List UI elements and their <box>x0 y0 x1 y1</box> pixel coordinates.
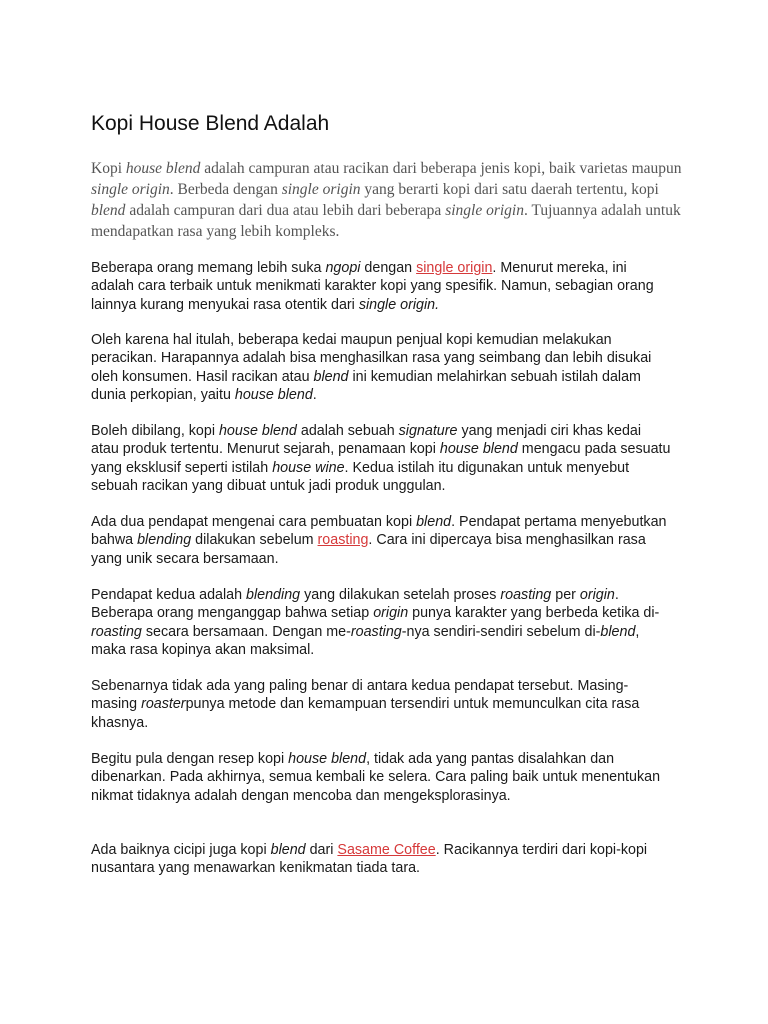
text: Ada baiknya cicipi juga kopi <box>91 842 271 858</box>
emphasis: house blend <box>234 386 313 403</box>
emphasis: blending <box>246 587 301 603</box>
roasting-link[interactable]: roasting <box>317 532 369 549</box>
intro-paragraph <box>91 158 691 242</box>
emphasis: house wine <box>272 459 345 476</box>
text: . <box>312 386 317 403</box>
paragraph-4 <box>91 513 671 568</box>
paragraph-3 <box>91 422 671 495</box>
text: Pendapat kedua adalah <box>91 587 247 603</box>
text: Kopi <box>91 160 126 177</box>
paragraph-8 <box>91 841 671 878</box>
paragraph-2 <box>91 331 671 404</box>
text: Oleh karena hal itulah, beberapa kedai maupun penjual kopi kemudian melakukan peracikan. Harapannya adalah bisa menghasilkan rasa yang seimbang dan lebih disukai oleh konsumen. Hasil racikan atau <box>91 332 652 385</box>
text: yang dilakukan setelah proses <box>300 587 501 603</box>
text: dari <box>305 842 338 858</box>
text: Begitu pula dengan resep kopi <box>91 751 289 767</box>
text: . Berbeda dengan <box>169 181 282 198</box>
text: , tidak ada yang pantas disalahkan dan dibenarkan. Pada akhirnya, semua kembali ke selera. Cara paling baik untuk menentukan nikmat tidaknya adalah dengan mencoba dan mengeksplorasinya. <box>91 751 661 804</box>
text: . Tujuannya adalah untuk mendapatkan rasa yang lebih kompleks. <box>91 202 681 240</box>
text: mengacu pada sesuatu yang eksklusif seperti istilah <box>91 441 671 476</box>
text: yang menjadi ciri khas kedai atau produk tertentu. Menurut sejarah, penamaan kopi <box>91 423 642 458</box>
text: . Beberapa orang menganggap bahwa setiap <box>91 587 619 622</box>
text: Ada dua pendapat mengenai cara pembuatan kopi <box>91 514 417 530</box>
text: . Pendapat pertama menyebutkan bahwa <box>91 514 667 549</box>
single-origin-link[interactable]: single origin <box>416 260 493 276</box>
text: adalah campuran dari dua atau lebih dari beberapa <box>125 202 446 219</box>
text: . Racikannya terdiri dari kopi-kopi nusantara yang menawarkan kenikmatan tiada tara. <box>91 842 648 877</box>
text: yang berarti kopi dari satu daerah tertentu, kopi <box>360 181 659 198</box>
paragraph-7 <box>91 750 671 805</box>
paragraph-5 <box>91 586 671 659</box>
text: ini kemudian melahirkan sebuah istilah dalam dunia perkopian, yaitu <box>91 368 641 403</box>
text: Beberapa orang memang lebih suka <box>91 260 326 276</box>
text: , maka rasa kopinya akan maksimal. <box>91 623 640 658</box>
emphasis: blend <box>600 623 636 640</box>
emphasis: blend <box>91 202 126 219</box>
emphasis: blending <box>137 532 192 549</box>
page-title: Kopi House Blend Adalah <box>91 112 330 135</box>
emphasis: house blend <box>288 751 367 767</box>
text: Boleh dibilang, kopi <box>91 423 219 439</box>
text: Sebenarnya tidak ada yang paling benar di antara kedua pendapat tersebut. Masing-masing <box>91 678 629 713</box>
emphasis: house blend <box>218 423 297 439</box>
text: . Menurut mereka, ini adalah cara terbaik untuk menikmati karakter kopi yang spesifik. Namun, sebagian orang lainnya kurang menyukai rasa otentik dari <box>91 260 654 313</box>
emphasis: roasting <box>350 623 402 640</box>
emphasis: single origin <box>445 202 524 219</box>
emphasis: single origin <box>281 181 361 198</box>
text: punya karakter yang berbeda ketika di- <box>408 605 660 622</box>
emphasis: roaster <box>141 696 186 713</box>
emphasis: single origin. <box>358 296 440 313</box>
emphasis: origin <box>579 587 615 603</box>
emphasis: origin <box>373 605 409 622</box>
emphasis: house blend <box>439 441 518 458</box>
text: secara bersamaan. Dengan me- <box>141 623 351 640</box>
text: . Kedua istilah itu digunakan untuk menyebut sebuah racikan yang dibuat untuk jadi produk unggulan. <box>91 459 630 494</box>
text: per <box>551 587 580 603</box>
text: adalah campuran atau racikan dari beberapa jenis kopi, baik varietas maupun <box>200 160 682 177</box>
paragraph-1 <box>91 259 671 314</box>
paragraph-6 <box>91 677 671 732</box>
emphasis: single origin <box>91 181 170 198</box>
emphasis: blend <box>313 368 349 385</box>
text: punya metode dan kemampuan tersendiri untuk memunculkan cita rasa khasnya. <box>91 696 640 731</box>
emphasis: house blend <box>125 160 201 177</box>
text: adalah sebuah <box>296 423 399 439</box>
sasame-coffee-link[interactable]: Sasame Coffee <box>337 842 436 858</box>
text: . Cara ini dipercaya bisa menghasilkan rasa yang unik secara bersamaan. <box>91 532 646 567</box>
emphasis: blend <box>270 842 306 858</box>
text: -nya sendiri-sendiri sebelum di- <box>401 623 601 640</box>
emphasis: blend <box>416 514 452 530</box>
text: dilakukan sebelum <box>191 532 318 549</box>
emphasis: roasting <box>91 623 142 640</box>
emphasis: ngopi <box>325 260 361 276</box>
text: dengan <box>360 260 417 276</box>
emphasis: signature <box>398 423 458 439</box>
emphasis: roasting <box>500 587 552 603</box>
